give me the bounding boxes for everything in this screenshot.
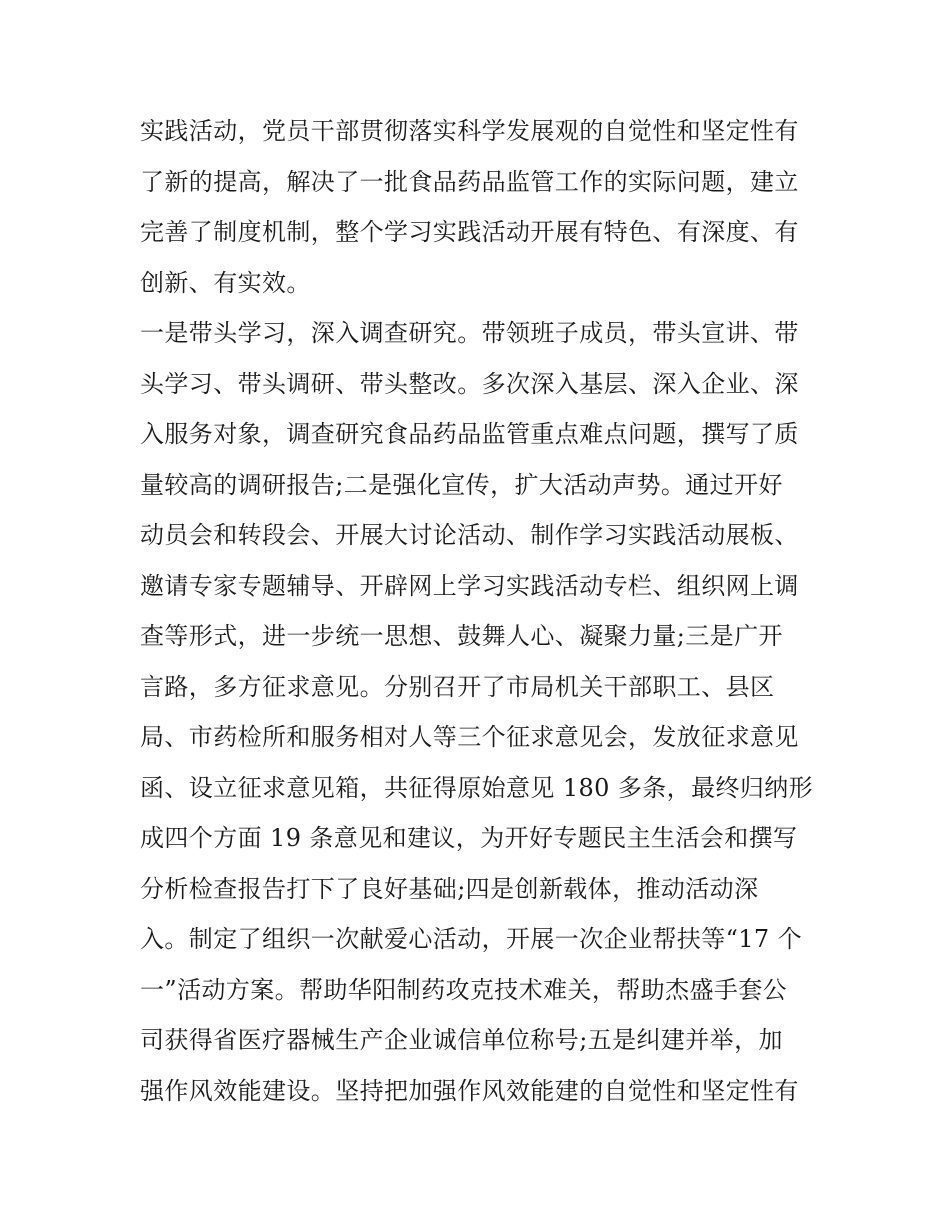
text-line-1: 实践活动，党员干部贯彻落实科学发展观的自觉性和坚定性有 xyxy=(140,117,799,145)
text-line-18: 一”活动方案。帮助华阳制药攻克技术难关，帮助杰盛手套公 xyxy=(140,975,788,1004)
text-line-12: 言路，多方征求意见。分别召开了市局机关干部职工、县区 xyxy=(140,672,775,701)
text-line-20: 强作风效能建设。坚持把加强作风效能建的自觉性和坚定性有 xyxy=(140,1076,799,1105)
text-line-13: 局、市药检所和服务相对人等三个征求意见会，发放征求意见 xyxy=(140,723,799,751)
text-line-9: 动员会和转段会、开展大讨论活动、制作学习实践活动展板、 xyxy=(140,521,799,549)
text-line-19: 司获得省医疗器械生产企业诚信单位称号;五是纠建并举，加 xyxy=(140,1026,783,1054)
text-line-3: 完善了制度机制，整个学习实践活动开展有特色、有深度、有 xyxy=(140,218,799,246)
text-line-15: 成四个方面 19 条意见和建议，为开好专题民主生活会和撰写 xyxy=(140,824,798,852)
body-text xyxy=(140,106,820,1116)
text-line-8: 量较高的调研报告;二是强化宣传，扩大活动声势。通过开好 xyxy=(140,470,783,499)
text-line-2: 了新的提高，解决了一批食品药品监管工作的实际问题，建立 xyxy=(140,167,799,196)
text-line-16: 分析检查报告打下了良好基础;四是创新载体，推动活动深 xyxy=(140,874,759,903)
text-line-10: 邀请专家专题辅导、开辟网上学习实践活动专栏、组织网上调 xyxy=(140,571,799,600)
text-line-7: 入服务对象，调查研究食品药品监管重点难点问题，撰写了质 xyxy=(140,420,799,448)
text-line-17: 入。制定了组织一次献爱心活动，开展一次企业帮扶等“17 个 xyxy=(140,925,803,953)
text-line-11: 查等形式，进一步统一思想、鼓舞人心、凝聚力量;三是广开 xyxy=(140,622,783,650)
text-line-4: 创新、有实效。 xyxy=(140,268,311,297)
text-line-5: 一是带头学习，深入调查研究。带领班子成员，带头宣讲、带 xyxy=(140,319,799,347)
text-line-14: 函、设立征求意见箱，共征得原始意见 180 多条，最终归纳形 xyxy=(140,773,814,802)
text-line-6: 头学习、带头调研、带头整改。多次深入基层、深入企业、深 xyxy=(140,369,799,398)
